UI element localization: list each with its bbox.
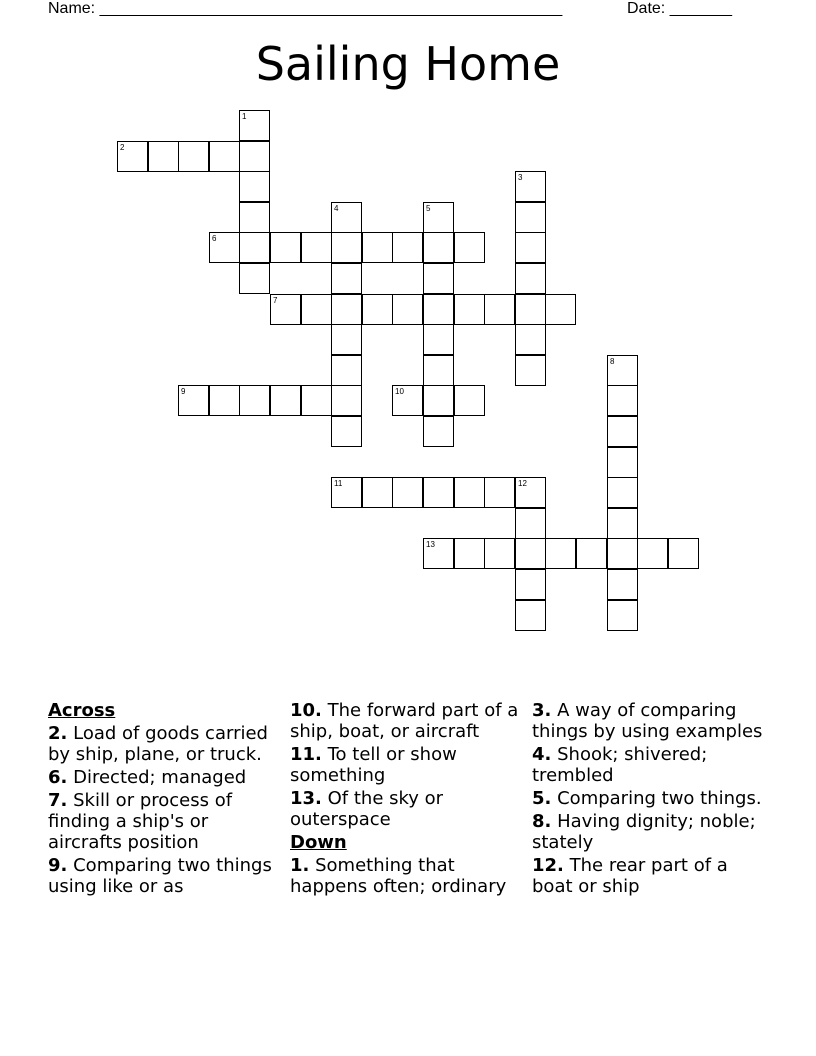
crossword-cell[interactable]: [148, 141, 179, 172]
crossword-cell[interactable]: [239, 385, 270, 416]
cell-number: 6: [212, 234, 217, 243]
clues-column-3: [532, 700, 768, 899]
cell-number: 9: [181, 387, 186, 396]
cell-number: 12: [518, 479, 527, 488]
crossword-cell[interactable]: [270, 385, 301, 416]
crossword-cell[interactable]: [331, 294, 362, 325]
cell-number: 11: [334, 479, 343, 488]
crossword-cell[interactable]: [301, 294, 332, 325]
crossword-cell[interactable]: [545, 538, 576, 569]
crossword-cell[interactable]: [331, 477, 362, 508]
crossword-cell[interactable]: [331, 202, 362, 233]
cell-number: 7: [273, 296, 278, 305]
cell-number: 3: [518, 173, 523, 182]
clue-number: 5.: [532, 788, 552, 809]
crossword-cell[interactable]: [423, 324, 454, 355]
down-heading: Down: [290, 832, 347, 853]
clues-column-2: [290, 700, 526, 899]
crossword-cell[interactable]: [392, 294, 423, 325]
crossword-cell[interactable]: [423, 202, 454, 233]
crossword-cell[interactable]: [515, 600, 546, 631]
crossword-cell[interactable]: [515, 263, 546, 294]
across-heading: Across: [48, 700, 116, 721]
clue-across-2: [48, 723, 284, 765]
crossword-cell[interactable]: [362, 477, 393, 508]
crossword-cell[interactable]: [209, 385, 240, 416]
clue-text: Having dignity; noble; stately: [532, 811, 756, 853]
clue-down-8: [532, 811, 768, 853]
clues-column-1: [48, 700, 284, 899]
crossword-cell[interactable]: [423, 232, 454, 263]
crossword-cell[interactable]: [607, 355, 638, 386]
cell-number: 10: [395, 387, 404, 396]
clue-number: 10.: [290, 700, 322, 721]
clue-number: 7.: [48, 790, 68, 811]
crossword-cell[interactable]: [515, 171, 546, 202]
date-field[interactable]: Date: _______: [627, 0, 732, 17]
clue-number: 6.: [48, 767, 68, 788]
clue-number: 3.: [532, 700, 552, 721]
crossword-cell[interactable]: [515, 324, 546, 355]
crossword-cell[interactable]: [484, 294, 515, 325]
crossword-cell[interactable]: [607, 600, 638, 631]
clue-text: A way of comparing things by using examples: [532, 700, 763, 742]
crossword-cell[interactable]: [484, 477, 515, 508]
clue-across-9: [48, 855, 284, 897]
crossword-cell[interactable]: [607, 385, 638, 416]
crossword-cell[interactable]: [331, 324, 362, 355]
crossword-cell[interactable]: [515, 355, 546, 386]
crossword-cell[interactable]: [239, 232, 270, 263]
crossword-cell[interactable]: [209, 141, 240, 172]
crossword-cell[interactable]: [239, 110, 270, 141]
cell-number: 8: [610, 357, 615, 366]
crossword-cell[interactable]: [423, 263, 454, 294]
page-title: Sailing Home: [255, 37, 561, 91]
clue-text: Load of goods carried by ship, plane, or truck.: [48, 723, 268, 765]
cell-number: 4: [334, 204, 339, 213]
crossword-cell[interactable]: [178, 141, 209, 172]
crossword-cell[interactable]: [423, 538, 454, 569]
crossword-cell[interactable]: [607, 416, 638, 447]
clue-number: 11.: [290, 744, 322, 765]
clue-down-4: [532, 744, 768, 786]
crossword-cell[interactable]: [454, 294, 485, 325]
crossword-cell[interactable]: [117, 141, 148, 172]
clue-text: Comparing two things.: [557, 788, 762, 809]
name-field[interactable]: Name: ____________________________________________________: [48, 0, 563, 17]
clue-text: Skill or process of finding a ship's or aircrafts position: [48, 790, 233, 853]
clue-number: 12.: [532, 855, 564, 876]
clue-number: 1.: [290, 855, 310, 876]
crossword-cell[interactable]: [362, 232, 393, 263]
crossword-cell[interactable]: [331, 416, 362, 447]
clue-across-13: [290, 788, 526, 830]
crossword-cell[interactable]: [209, 232, 240, 263]
crossword-cell[interactable]: [607, 569, 638, 600]
clue-text: Comparing two things using like or as: [48, 855, 272, 897]
crossword-cell[interactable]: [454, 385, 485, 416]
clue-across-11: [290, 744, 526, 786]
clue-number: 4.: [532, 744, 552, 765]
clue-text: Directed; managed: [73, 767, 247, 788]
crossword-cell[interactable]: [331, 232, 362, 263]
crossword-cell[interactable]: [301, 232, 332, 263]
clue-text: To tell or show something: [290, 744, 457, 786]
crossword-cell[interactable]: [515, 538, 546, 569]
crossword-cell[interactable]: [515, 202, 546, 233]
clue-text: Of the sky or outerspace: [290, 788, 444, 830]
clue-across-6: [48, 767, 284, 788]
crossword-cell[interactable]: [515, 232, 546, 263]
crossword-cell[interactable]: [239, 141, 270, 172]
clue-number: 13.: [290, 788, 322, 809]
crossword-cell[interactable]: [239, 171, 270, 202]
cell-number: 2: [120, 143, 125, 152]
crossword-cell[interactable]: [484, 538, 515, 569]
crossword-cell[interactable]: [576, 538, 607, 569]
clue-number: 8.: [532, 811, 552, 832]
clue-down-5: [532, 788, 768, 809]
crossword-cell[interactable]: [362, 294, 393, 325]
crossword-cell[interactable]: [392, 232, 423, 263]
crossword-cell[interactable]: [454, 232, 485, 263]
clue-number: 2.: [48, 723, 68, 744]
crossword-cell[interactable]: [392, 477, 423, 508]
crossword-cell[interactable]: [454, 477, 485, 508]
crossword-cell[interactable]: [331, 385, 362, 416]
clue-across-7: [48, 790, 284, 853]
clue-number: 9.: [48, 855, 68, 876]
crossword-cell[interactable]: [607, 508, 638, 539]
crossword-cell[interactable]: [423, 355, 454, 386]
crossword-cell[interactable]: [392, 385, 423, 416]
crossword-cell[interactable]: [423, 294, 454, 325]
crossword-cell[interactable]: [239, 202, 270, 233]
cell-number: 5: [426, 204, 431, 213]
crossword-cell[interactable]: [423, 477, 454, 508]
crossword-cell[interactable]: [515, 508, 546, 539]
crossword-cell[interactable]: [607, 538, 638, 569]
crossword-cell[interactable]: [454, 538, 485, 569]
crossword-cell[interactable]: [178, 385, 209, 416]
crossword-cell[interactable]: [423, 416, 454, 447]
crossword-cell[interactable]: [331, 263, 362, 294]
clue-text: The rear part of a boat or ship: [532, 855, 728, 897]
crossword-cell[interactable]: [301, 385, 332, 416]
crossword-cell[interactable]: [270, 294, 301, 325]
clue-text: The forward part of a ship, boat, or aircraft: [290, 700, 519, 742]
crossword-cell[interactable]: [239, 263, 270, 294]
crossword-cell[interactable]: [637, 538, 668, 569]
clue-text: Shook; shivered; trembled: [532, 744, 708, 786]
cell-number: 13: [426, 540, 435, 549]
crossword-cell[interactable]: [331, 355, 362, 386]
crossword-cell[interactable]: [515, 294, 546, 325]
clue-down-1: [290, 855, 526, 897]
cell-number: 1: [242, 112, 247, 121]
crossword-cell[interactable]: [668, 538, 699, 569]
clue-across-10: [290, 700, 526, 742]
crossword-cell[interactable]: [545, 294, 576, 325]
crossword-cell[interactable]: [515, 569, 546, 600]
crossword-cell[interactable]: [607, 477, 638, 508]
crossword-cell[interactable]: [515, 477, 546, 508]
crossword-cell[interactable]: [270, 232, 301, 263]
crossword-cell[interactable]: [423, 385, 454, 416]
clue-text: Something that happens often; ordinary: [290, 855, 507, 897]
crossword-cell[interactable]: [607, 447, 638, 478]
clue-down-3: [532, 700, 768, 742]
clue-down-12: [532, 855, 768, 897]
